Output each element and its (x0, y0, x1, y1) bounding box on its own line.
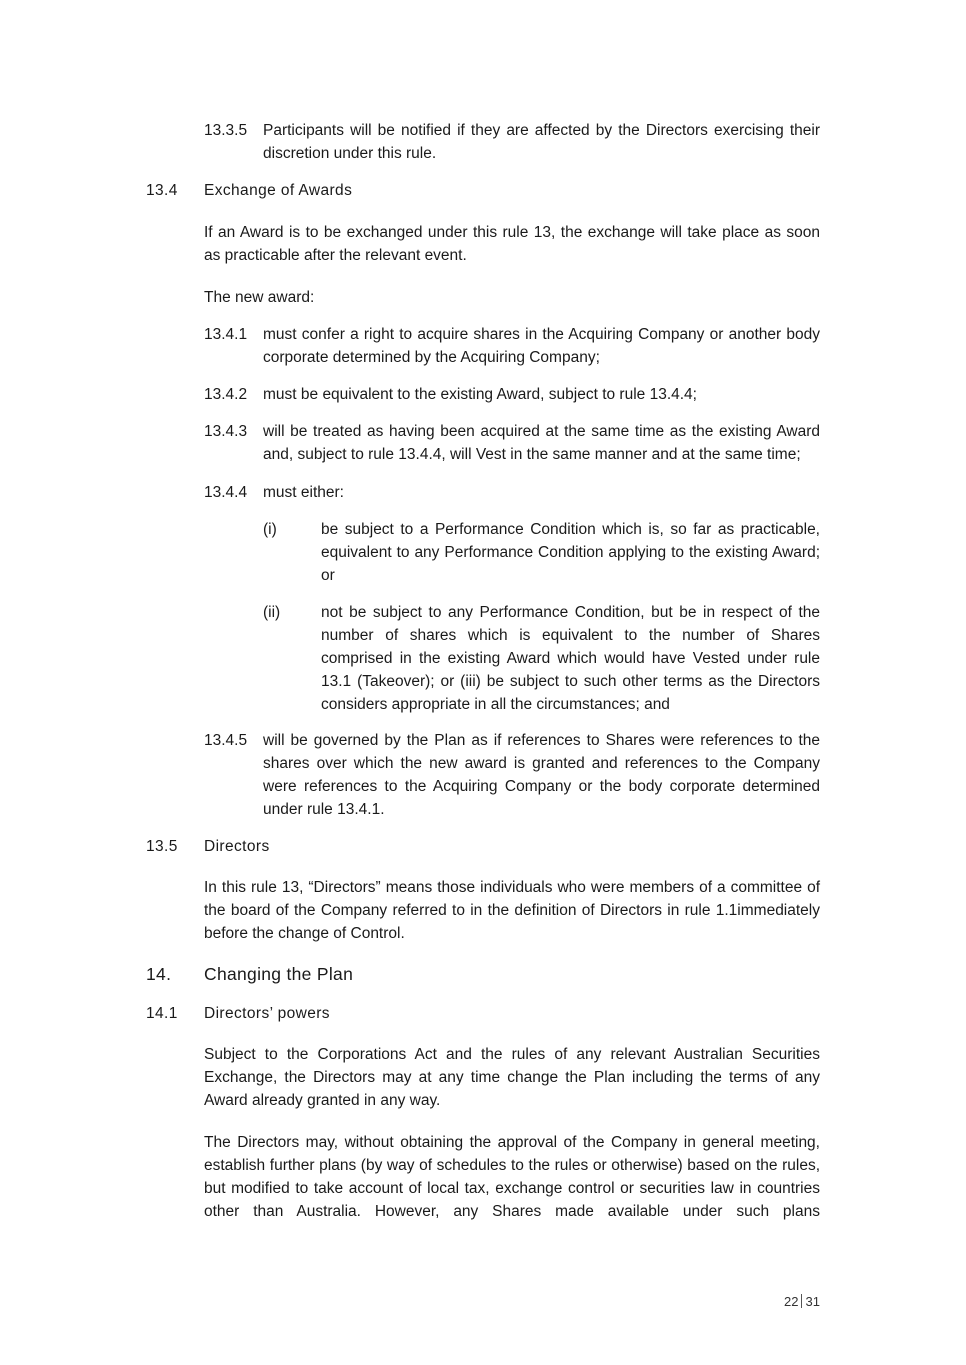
subclause-text: be subject to a Performance Condition which is, so far as practicable, equivalent to any Performance Condition applying to the existing Award; or (321, 521, 820, 584)
section-number: 13.4 (146, 182, 178, 199)
clause-number: 13.4.4 (204, 484, 248, 501)
clause-text: must be equivalent to the existing Award, subject to rule 13.4.4; (263, 386, 697, 403)
clause-text: must either: (263, 484, 344, 501)
section-title: Changing the Plan (204, 964, 354, 984)
clause-text: Participants will be notified if they are affected by the Directors exercising their discretion under this rule. (263, 122, 820, 162)
clause-number: 13.3.5 (204, 122, 248, 139)
paragraph: If an Award is to be exchanged under this rule 13, the exchange will take place as soon as practicable after the relevant event. (204, 224, 820, 264)
subclause-number: (ii) (263, 604, 281, 621)
clause-number: 13.4.5 (204, 732, 248, 749)
page-total: 31 (805, 1294, 820, 1309)
page-footer (784, 1290, 820, 1313)
section-title: Directors’ powers (204, 1005, 330, 1022)
section-number: 14.1 (146, 1005, 178, 1022)
section-title: Exchange of Awards (204, 182, 353, 199)
paragraph: Subject to the Corporations Act and the rules of any relevant Australian Securities Exchange, the Directors may at any time change the Plan including the terms of any Award already granted in any way. (204, 1046, 820, 1109)
page-number: 22 (784, 1294, 799, 1309)
clause-number: 13.4.2 (204, 386, 248, 403)
clause-text: must confer a right to acquire shares in the Acquiring Company or another body corporate determined by the Acquiring Company; (263, 326, 820, 366)
footer-separator (801, 1294, 802, 1308)
clause-text: will be treated as having been acquired at the same time as the existing Award and, subject to rule 13.4.4, will Vest in the same manner and at the same time; (263, 423, 820, 463)
paragraph: In this rule 13, “Directors” means those individuals who were members of a committee of the board of the Company referred to in the definition of Directors in rule 1.1immediately before the change of Control. (204, 879, 820, 942)
section-number: 13.5 (146, 838, 178, 855)
clause-text: will be governed by the Plan as if references to Shares were references to the shares over which the new award is granted and references to the Company were references to the Acquiring Company or the body corporate determined under rule 13.4.1. (263, 732, 820, 818)
subclause-text: not be subject to any Performance Condition, but be in respect of the number of shares which is equivalent to the number of Shares comprised in the existing Award which would have Vested under rule 13.1 (Takeover); or (iii) be subject to such other terms as the Directors considers appropriate in all the circumstances; and (321, 604, 820, 713)
paragraph: The new award: (204, 289, 315, 306)
clause-number: 13.4.3 (204, 423, 248, 440)
paragraph: The Directors may, without obtaining the approval of the Company in general meeting, establish further plans (by way of schedules to the rules or otherwise) based on the rules, but modified to take account of local tax, exchange control or securities law in countries other than Australia. However, any Shares made available under such plans (204, 1134, 820, 1220)
section-number: 14. (146, 964, 172, 984)
subclause-number: (i) (263, 521, 277, 538)
clause-number: 13.4.1 (204, 326, 248, 343)
section-title: Directors (204, 838, 270, 855)
